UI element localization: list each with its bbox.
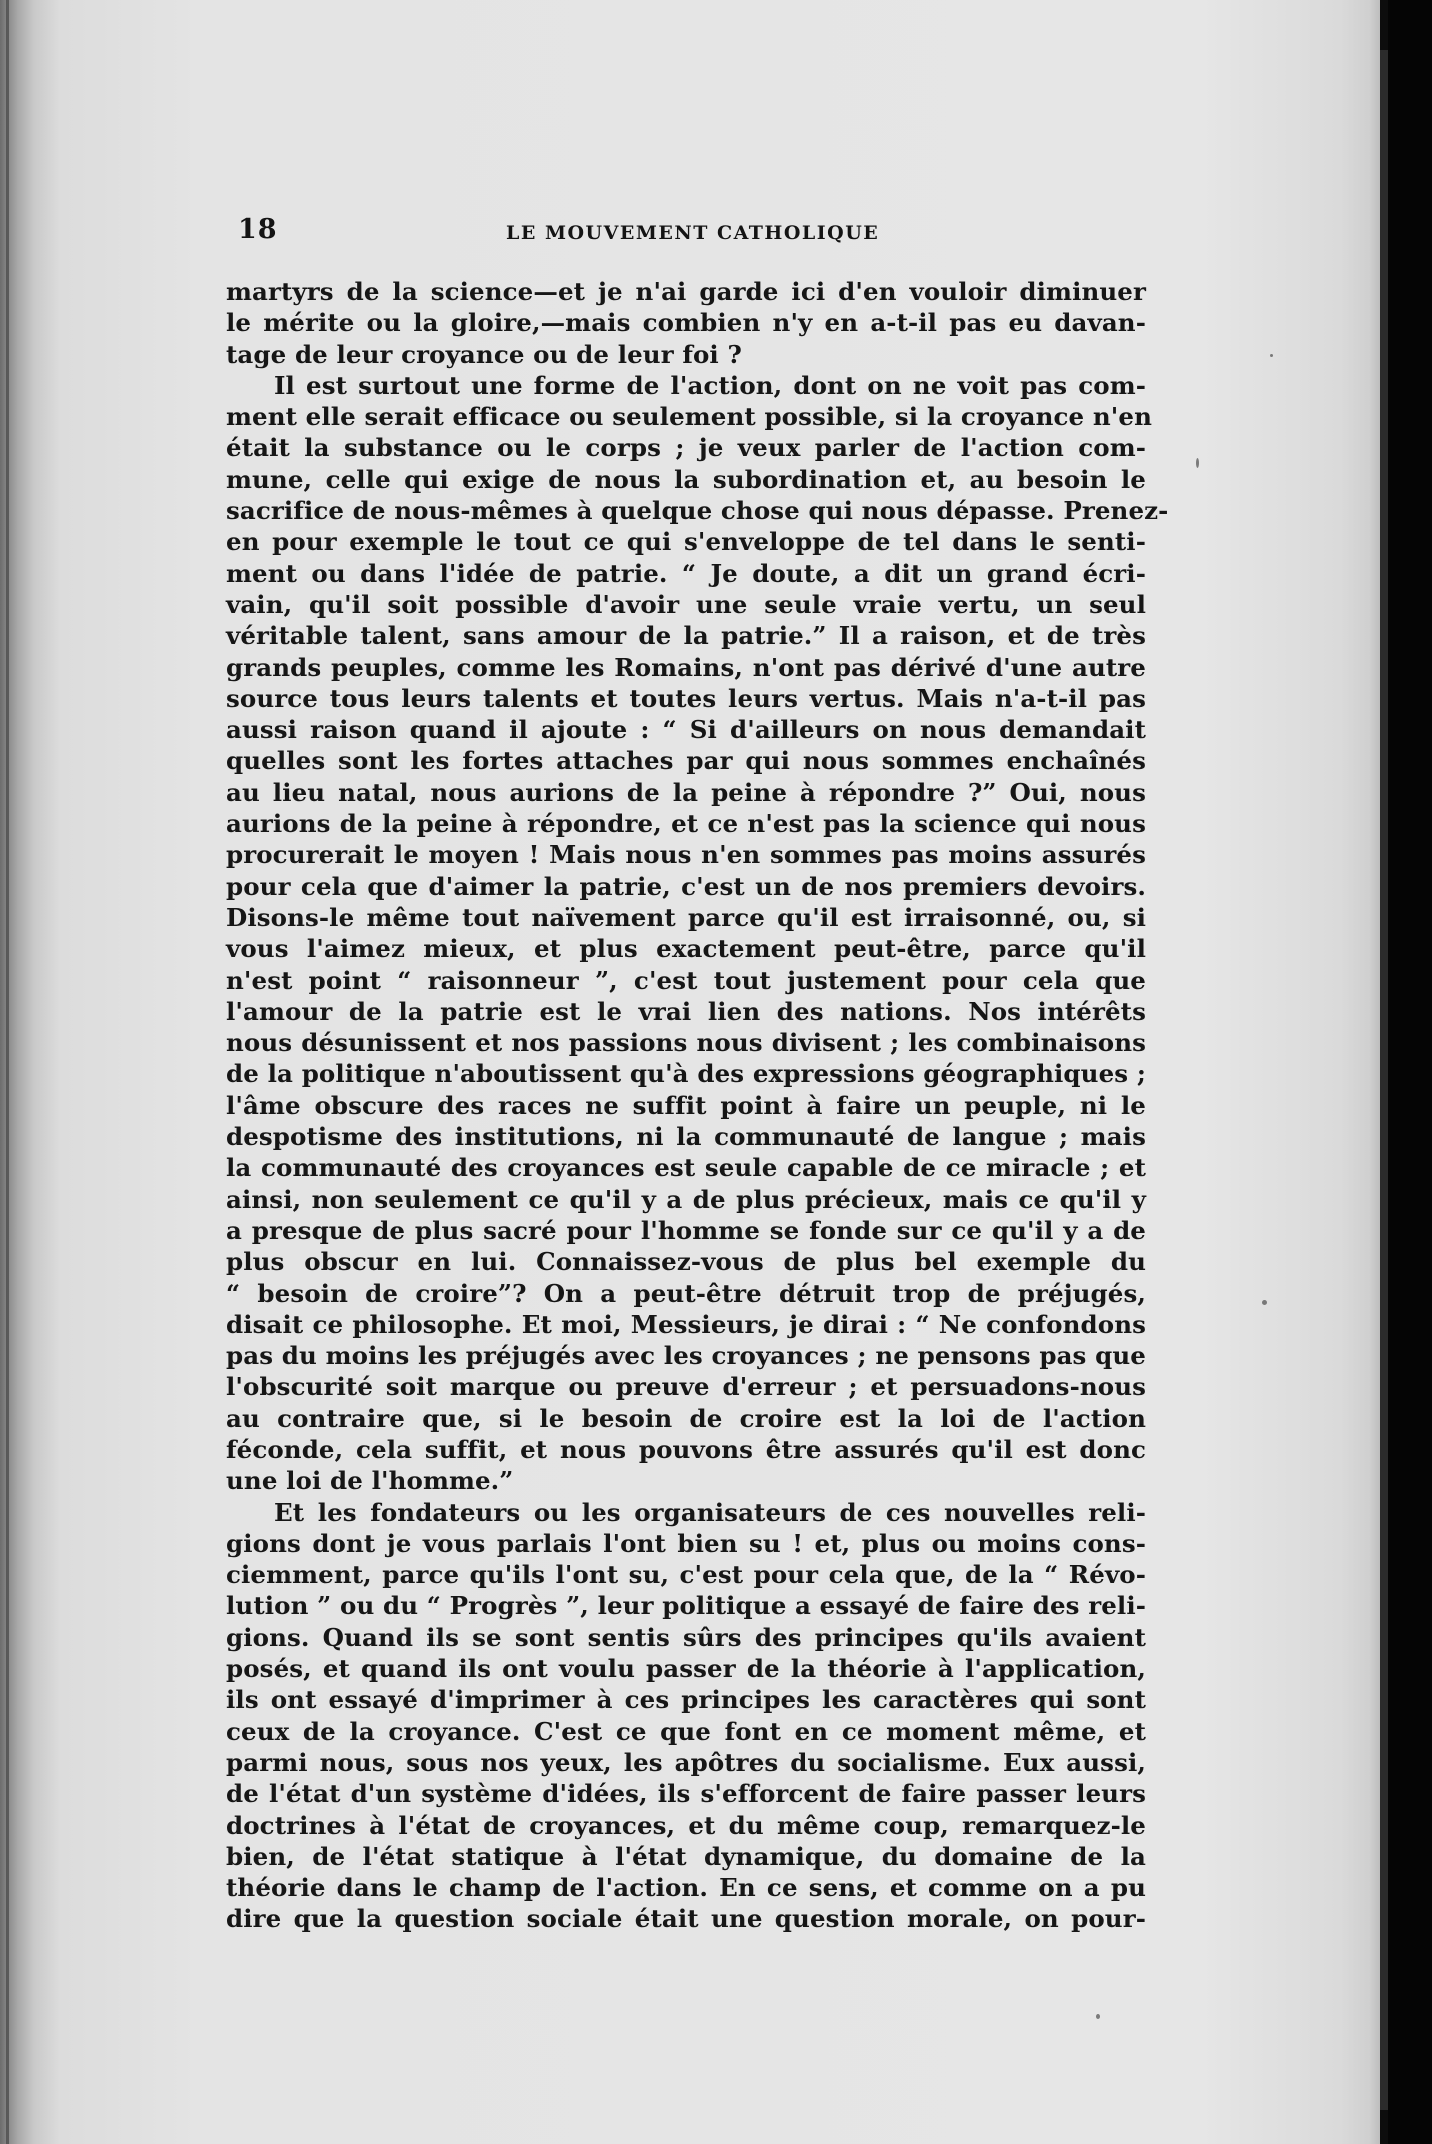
scan-speck xyxy=(1270,354,1273,357)
text-line: posés, et quand ils ont voulu passer de la théorie à l'application, xyxy=(226,1654,1146,1684)
text-line: ciemment, parce qu'ils l'ont su, c'est pour cela que, de la “ Révo- xyxy=(226,1560,1146,1590)
text-line: au contraire que, si le besoin de croire est la loi de l'action xyxy=(226,1403,1146,1433)
text-line: féconde, cela suffit, et nous pouvons être assurés qu'il est donc xyxy=(226,1434,1146,1464)
text-line: grands peuples, comme les Romains, n'ont pas dérivé d'une autre xyxy=(226,652,1146,682)
text-line: vous l'aimez mieux, et plus exactement peut-être, parce qu'il xyxy=(226,934,1146,964)
text-line: doctrines à l'état de croyances, et du même coup, remarquez-le xyxy=(226,1810,1146,1840)
text-line: de la politique n'aboutissent qu'à des expressions géographiques ; xyxy=(226,1059,1146,1089)
text-line: théorie dans le champ de l'action. En ce sens, et comme on a pu xyxy=(226,1873,1146,1903)
text-line: tage de leur croyance ou de leur foi ? xyxy=(226,339,742,369)
text-line: martyrs de la science—et je n'ai garde ici d'en vouloir diminuer xyxy=(226,277,1146,306)
running-title: LE MOUVEMENT CATHOLIQUE xyxy=(506,222,880,244)
text-line: gions dont je vous parlais l'ont bien su ! et, plus ou moins cons- xyxy=(226,1528,1146,1558)
text-line: n'est point “ raisonneur ”, c'est tout justement pour cela que xyxy=(226,965,1146,995)
page-edge-shadow xyxy=(1380,50,1388,2110)
text-line: plus obscur en lui. Connaissez-vous de plus bel exemple du xyxy=(226,1247,1146,1277)
text-line: bien, de l'état statique à l'état dynamique, du domaine de la xyxy=(226,1841,1146,1871)
text-line: gions. Quand ils se sont sentis sûrs des principes qu'ils avaient xyxy=(226,1622,1146,1652)
text-line: une loi de l'homme.” xyxy=(226,1466,514,1496)
scan-border xyxy=(1388,0,1432,2144)
text-line: parmi nous, sous nos yeux, les apôtres du socialisme. Eux aussi, xyxy=(226,1747,1146,1777)
text-line: lution ” ou du “ Progrès ”, leur politique a essayé de faire des reli- xyxy=(226,1591,1146,1621)
scan-speck xyxy=(1096,2014,1100,2019)
text-line: ment elle serait efficace ou seulement possible, si la croyance n'en xyxy=(226,402,1152,432)
text-line: aussi raison quand il ajoute : “ Si d'ailleurs on nous demandait xyxy=(226,715,1146,745)
text-line: source tous leurs talents et toutes leurs vertus. Mais n'a-t-il pas xyxy=(226,683,1146,713)
body-text xyxy=(226,276,1169,1935)
text-line: la communauté des croyances est seule capable de ce miracle ; et xyxy=(226,1153,1146,1183)
paragraph-start-line: Il est surtout une forme de l'action, dont on ne voit pas com- xyxy=(274,370,1146,400)
text-line: ainsi, non seulement ce qu'il y a de plus précieux, mais ce qu'il y xyxy=(226,1184,1146,1214)
text-line: au lieu natal, nous aurions de la peine à répondre ?” Oui, nous xyxy=(226,777,1146,807)
text-line: mune, celle qui exige de nous la subordination et, au besoin le xyxy=(226,464,1146,494)
text-line: disait ce philosophe. Et moi, Messieurs, je dirai : “ Ne confondons xyxy=(226,1309,1146,1339)
text-line: l'âme obscure des races ne suffit point à faire un peuple, ni le xyxy=(226,1090,1146,1120)
text-line: l'amour de la patrie est le vrai lien des nations. Nos intérêts xyxy=(226,996,1146,1026)
paragraph-start-line: Et les fondateurs ou les organisateurs de ces nouvelles reli- xyxy=(274,1497,1146,1527)
text-line: Disons-le même tout naïvement parce qu'il est irraisonné, ou, si xyxy=(226,902,1146,932)
text-line: sacrifice de nous-mêmes à quelque chose qui nous dépasse. Prenez- xyxy=(226,496,1169,526)
text-line: de l'état d'un système d'idées, ils s'efforcent de faire passer leurs xyxy=(226,1779,1146,1809)
text-line: nous désunissent et nos passions nous divisent ; les combinaisons xyxy=(226,1028,1146,1058)
text-line: véritable talent, sans amour de la patrie.” Il a raison, et de très xyxy=(226,621,1146,651)
text-line: l'obscurité soit marque ou preuve d'erreur ; et persuadons-nous xyxy=(226,1372,1146,1402)
text-line: dire que la question sociale était une question morale, on pour- xyxy=(226,1904,1146,1934)
scan-speck xyxy=(1196,458,1199,468)
text-line: ment ou dans l'idée de patrie. “ Je doute, a dit un grand écri- xyxy=(226,558,1146,588)
text-line: “ besoin de croire”? On a peut-être détruit trop de préjugés, xyxy=(226,1278,1146,1308)
scan-speck xyxy=(1262,1300,1267,1305)
text-line: pour cela que d'aimer la patrie, c'est un de nos premiers devoirs. xyxy=(226,871,1146,901)
text-line: pas du moins les préjugés avec les croyances ; ne pensons pas que xyxy=(226,1341,1146,1371)
text-line: en pour exemple le tout ce qui s'enveloppe de tel dans le senti- xyxy=(226,527,1146,557)
page-header xyxy=(238,214,1148,254)
text-line: despotisme des institutions, ni la communauté de langue ; mais xyxy=(226,1122,1146,1152)
text-line: procurerait le moyen ! Mais nous n'en sommes pas moins assurés xyxy=(226,840,1146,870)
text-line: le mérite ou la gloire,—mais combien n'y en a-t-il pas eu davan- xyxy=(226,308,1146,338)
text-line: ceux de la croyance. C'est ce que font en ce moment même, et xyxy=(226,1716,1146,1746)
page-number: 18 xyxy=(238,214,278,245)
text-line: quelles sont les fortes attaches par qui nous sommes enchaînés xyxy=(226,746,1146,776)
text-line: vain, qu'il soit possible d'avoir une seule vraie vertu, un seul xyxy=(226,589,1146,619)
text-line: a presque de plus sacré pour l'homme se fonde sur ce qu'il y a de xyxy=(226,1215,1146,1245)
text-line: aurions de la peine à répondre, et ce n'est pas la science qui nous xyxy=(226,809,1146,839)
text-line: ils ont essayé d'imprimer à ces principes les caractères qui sont xyxy=(226,1685,1146,1715)
text-line: était la substance ou le corps ; je veux parler de l'action com- xyxy=(226,433,1146,463)
